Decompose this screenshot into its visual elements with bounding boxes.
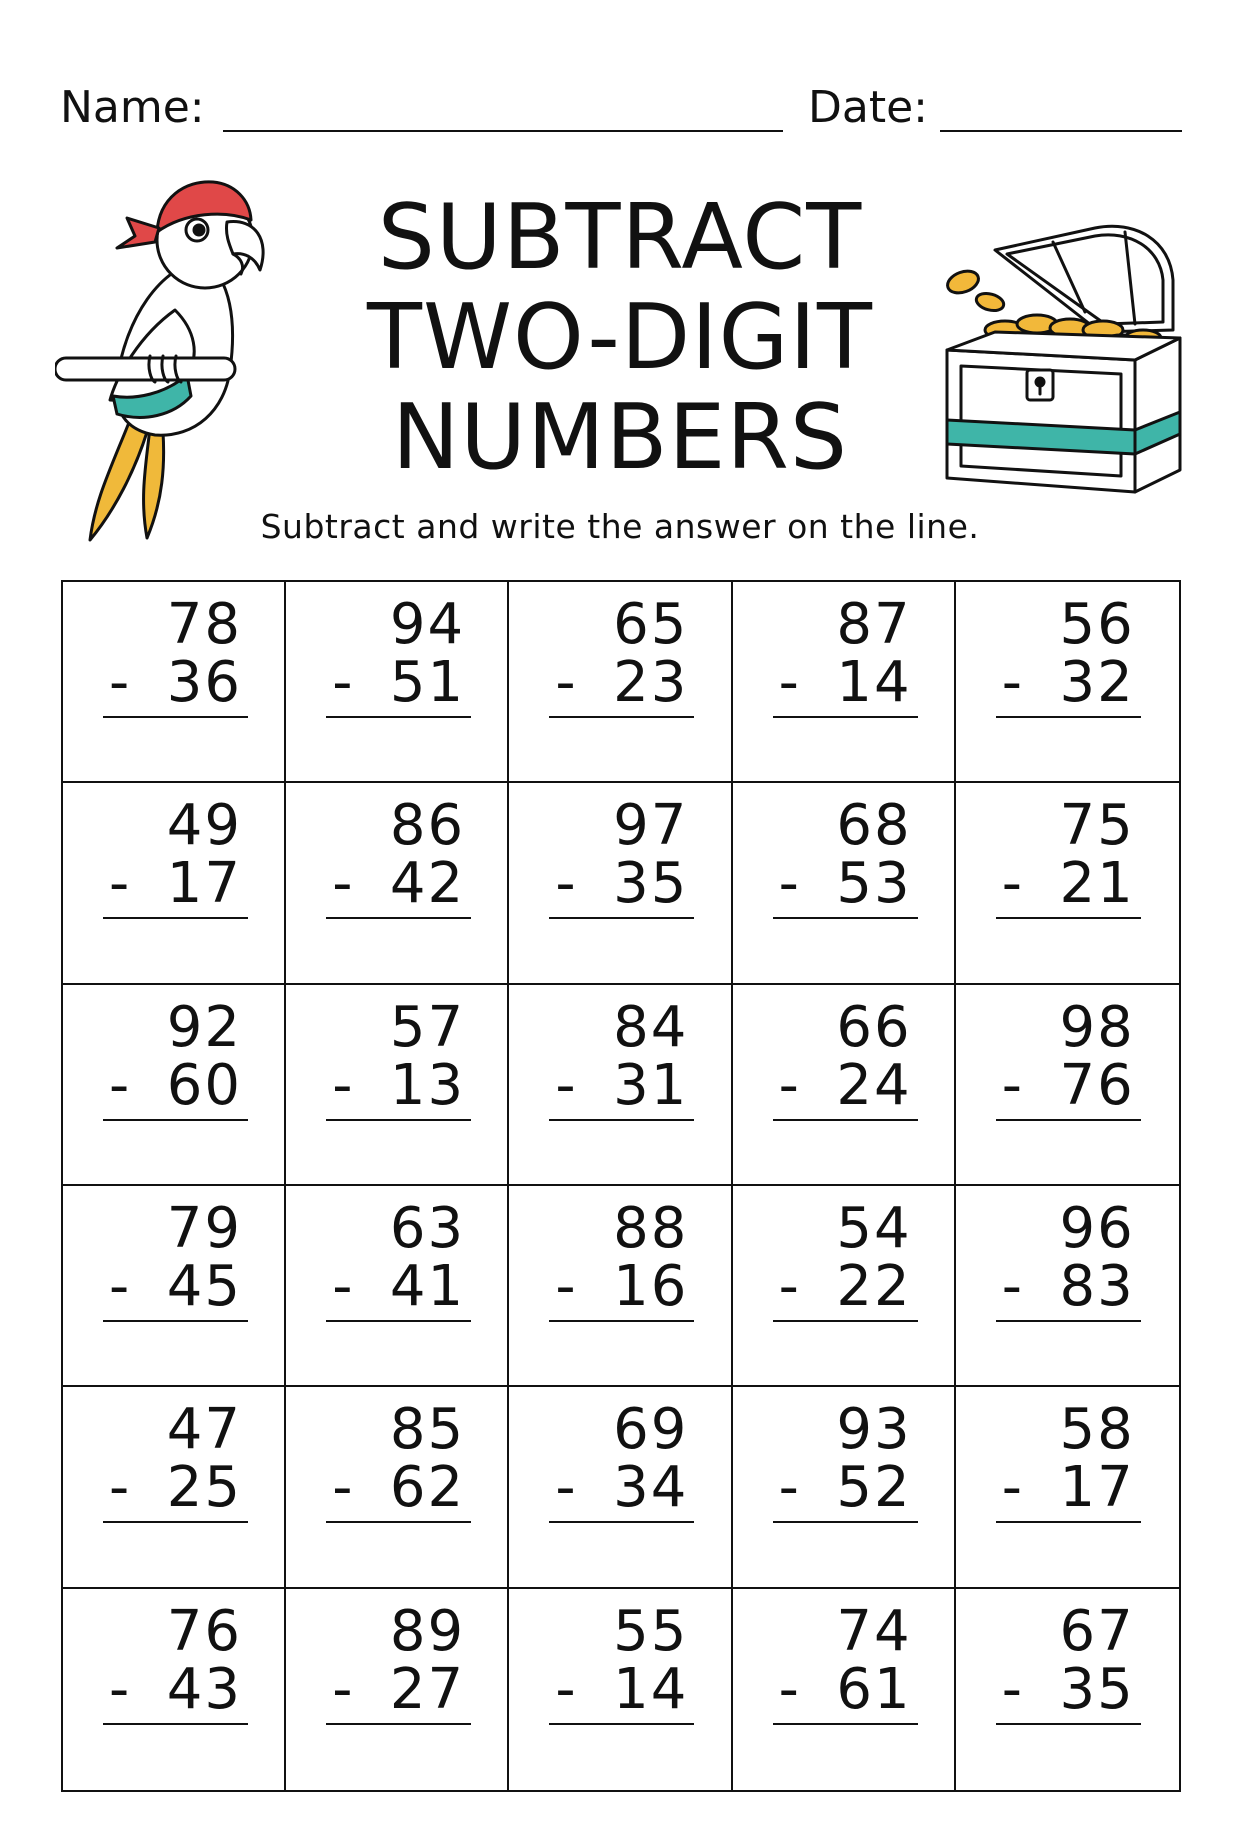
problem-cell	[956, 783, 1179, 984]
minuend: 74	[836, 1598, 912, 1664]
answer-line[interactable]	[996, 1723, 1141, 1725]
minuend: 98	[1059, 994, 1135, 1060]
subtraction-problem	[326, 1195, 471, 1322]
minus-sign: -	[332, 851, 355, 917]
subtrahend: 32	[1059, 650, 1135, 715]
minus-sign: -	[555, 1052, 578, 1118]
minus-sign: -	[109, 1253, 132, 1319]
subtraction-problem	[773, 592, 918, 718]
subtraction-problem	[549, 592, 694, 718]
minus-sign: -	[1001, 1656, 1025, 1722]
header-fields	[60, 78, 1182, 138]
minuend: 67	[1059, 1598, 1135, 1664]
subtraction-problem	[103, 1598, 248, 1725]
subtrahend: 16	[613, 1253, 689, 1319]
subtrahend-row	[549, 1656, 694, 1722]
minus-sign: -	[778, 1656, 801, 1722]
subtraction-problem	[549, 1195, 694, 1322]
problem-cell	[956, 985, 1179, 1186]
subtrahend-row	[996, 1656, 1141, 1722]
subtraction-problem	[103, 1195, 248, 1322]
minus-sign: -	[555, 851, 578, 917]
answer-line[interactable]	[996, 917, 1141, 919]
problem-cell	[509, 1589, 732, 1790]
minuend: 93	[836, 1397, 912, 1463]
subtrahend: 51	[389, 650, 466, 715]
subtrahend-row	[103, 1253, 248, 1319]
subtrahend: 45	[166, 1253, 242, 1319]
problem-cell	[733, 783, 956, 984]
answer-line[interactable]	[326, 1521, 471, 1523]
answer-line[interactable]	[326, 1723, 471, 1725]
title-line-3: NUMBERS	[391, 385, 849, 490]
title-line-1: SUBTRACT	[377, 185, 863, 290]
treasure-chest-icon	[935, 220, 1205, 510]
subtrahend: 35	[1059, 1656, 1135, 1722]
minus-sign: -	[1001, 1052, 1025, 1118]
answer-line[interactable]	[326, 716, 471, 718]
minus-sign: -	[778, 1253, 801, 1319]
subtrahend: 53	[836, 851, 912, 917]
minuend: 92	[166, 994, 242, 1060]
subtrahend-row	[326, 1253, 471, 1319]
problem-cell	[733, 985, 956, 1186]
subtrahend: 62	[389, 1455, 466, 1521]
subtrahend-row	[773, 851, 918, 917]
answer-line[interactable]	[103, 1723, 248, 1725]
subtraction-problem	[103, 793, 248, 919]
subtrahend: 17	[1059, 1455, 1135, 1521]
subtrahend-row	[549, 1455, 694, 1521]
subtrahend: 31	[613, 1052, 689, 1118]
minuend: 69	[613, 1397, 689, 1463]
problem-cell	[286, 783, 509, 984]
name-field[interactable]	[223, 130, 783, 132]
problem-cell	[733, 1589, 956, 1790]
problem-cell	[63, 1589, 286, 1790]
minuend: 79	[166, 1195, 242, 1261]
answer-line[interactable]	[996, 716, 1141, 718]
answer-line[interactable]	[103, 716, 248, 718]
problem-cell	[286, 1387, 509, 1588]
subtraction-problem	[103, 1397, 248, 1523]
subtraction-problem	[549, 1397, 694, 1523]
answer-line[interactable]	[773, 1320, 918, 1322]
minus-sign: -	[555, 1656, 578, 1722]
subtrahend-row	[103, 1455, 248, 1521]
problem-cell	[956, 1387, 1179, 1588]
subtraction-problem	[996, 592, 1141, 718]
subtrahend-row	[773, 1656, 918, 1722]
minuend: 89	[389, 1598, 466, 1664]
date-field[interactable]	[940, 130, 1182, 132]
subtrahend: 42	[389, 851, 466, 917]
problem-cell	[286, 1186, 509, 1387]
subtraction-problem	[773, 1598, 918, 1725]
subtraction-problem	[773, 1397, 918, 1523]
subtrahend: 36	[166, 650, 242, 715]
minuend: 47	[166, 1397, 242, 1463]
subtraction-problem	[773, 994, 918, 1121]
subtrahend-row	[103, 851, 248, 917]
answer-line[interactable]	[326, 1320, 471, 1322]
subtraction-problem	[326, 592, 471, 718]
minus-sign: -	[778, 1455, 801, 1521]
subtrahend-row	[996, 1455, 1141, 1521]
answer-line[interactable]	[549, 716, 694, 718]
subtrahend-row	[326, 1656, 471, 1722]
subtrahend: 76	[1059, 1052, 1135, 1118]
subtrahend-row	[773, 1455, 918, 1521]
subtraction-problem	[326, 1397, 471, 1523]
answer-line[interactable]	[773, 1521, 918, 1523]
minus-sign: -	[1001, 1253, 1025, 1319]
subtraction-problem	[549, 793, 694, 919]
subtrahend: 25	[166, 1455, 242, 1521]
problem-cell	[509, 1186, 732, 1387]
answer-line[interactable]	[773, 1723, 918, 1725]
parrot-icon	[55, 170, 285, 550]
date-label: Date:	[808, 82, 928, 133]
subtrahend-row	[549, 851, 694, 917]
minuend: 58	[1059, 1397, 1135, 1463]
subtraction-problem	[996, 994, 1141, 1121]
answer-line[interactable]	[103, 1119, 248, 1121]
minuend: 65	[613, 592, 689, 657]
subtraction-problem	[773, 793, 918, 919]
problem-cell	[733, 1387, 956, 1588]
subtrahend-row	[103, 1656, 248, 1722]
problem-cell	[509, 985, 732, 1186]
minuend: 56	[1059, 592, 1135, 657]
subtrahend: 27	[389, 1656, 466, 1722]
subtraction-problem	[103, 592, 248, 718]
subtraction-problem	[326, 1598, 471, 1725]
problem-cell	[63, 783, 286, 984]
answer-line[interactable]	[103, 917, 248, 919]
page-title	[320, 185, 920, 490]
minus-sign: -	[332, 1656, 355, 1722]
minus-sign: -	[555, 650, 578, 715]
problem-cell	[286, 1589, 509, 1790]
problem-cell	[509, 783, 732, 984]
minuend: 75	[1059, 793, 1135, 859]
subtrahend-row	[103, 650, 248, 715]
minus-sign: -	[332, 1253, 355, 1319]
minuend: 85	[389, 1397, 466, 1463]
answer-line[interactable]	[103, 1521, 248, 1523]
subtraction-problem	[996, 793, 1141, 919]
subtrahend-row	[996, 1253, 1141, 1319]
minuend: 84	[613, 994, 689, 1060]
problem-cell	[956, 582, 1179, 783]
problem-grid	[61, 580, 1181, 1792]
subtrahend-row	[996, 851, 1141, 917]
minuend: 76	[166, 1598, 242, 1664]
subtrahend-row	[773, 1253, 918, 1319]
answer-line[interactable]	[326, 917, 471, 919]
problem-cell	[63, 1186, 286, 1387]
minus-sign: -	[1001, 650, 1025, 715]
subtrahend: 24	[836, 1052, 912, 1118]
subtrahend: 41	[389, 1253, 466, 1319]
minus-sign: -	[109, 1656, 132, 1722]
subtrahend-row	[996, 1052, 1141, 1118]
subtrahend-row	[326, 1455, 471, 1521]
subtraction-problem	[326, 793, 471, 919]
minus-sign: -	[778, 650, 801, 715]
answer-line[interactable]	[326, 1119, 471, 1121]
subtrahend: 43	[166, 1656, 242, 1722]
subtrahend-row	[773, 1052, 918, 1118]
minuend: 88	[613, 1195, 689, 1261]
minuend: 86	[389, 793, 466, 859]
subtrahend-row	[326, 1052, 471, 1118]
subtrahend-row	[773, 650, 918, 715]
answer-line[interactable]	[996, 1320, 1141, 1322]
subtrahend-row	[326, 650, 471, 715]
minuend: 55	[613, 1598, 689, 1664]
subtrahend-row	[996, 650, 1141, 715]
subtrahend: 61	[836, 1656, 912, 1722]
subtrahend: 34	[613, 1455, 689, 1521]
minus-sign: -	[778, 1052, 801, 1118]
problem-cell	[956, 1186, 1179, 1387]
subtraction-problem	[996, 1598, 1141, 1725]
answer-line[interactable]	[773, 1119, 918, 1121]
subtraction-problem	[996, 1195, 1141, 1322]
minuend: 66	[836, 994, 912, 1060]
answer-line[interactable]	[103, 1320, 248, 1322]
answer-line[interactable]	[996, 1119, 1141, 1121]
subtrahend: 13	[389, 1052, 466, 1118]
minus-sign: -	[1001, 851, 1025, 917]
subtrahend: 17	[166, 851, 242, 917]
minus-sign: -	[778, 851, 801, 917]
problem-cell	[733, 1186, 956, 1387]
minuend: 94	[389, 592, 466, 657]
minuend: 49	[166, 793, 242, 859]
subtrahend: 21	[1059, 851, 1135, 917]
minuend: 97	[613, 793, 689, 859]
subtraction-problem	[326, 994, 471, 1121]
subtrahend: 52	[836, 1455, 912, 1521]
problem-cell	[63, 582, 286, 783]
problem-cell	[956, 1589, 1179, 1790]
subtrahend-row	[103, 1052, 248, 1118]
subtrahend-row	[549, 650, 694, 715]
minuend: 96	[1059, 1195, 1135, 1261]
name-label: Name:	[60, 82, 205, 133]
minus-sign: -	[109, 851, 132, 917]
answer-line[interactable]	[549, 1119, 694, 1121]
minus-sign: -	[332, 1052, 355, 1118]
problem-cell	[286, 985, 509, 1186]
minuend: 63	[389, 1195, 466, 1261]
minuend: 54	[836, 1195, 912, 1261]
subtrahend-row	[549, 1253, 694, 1319]
problem-cell	[509, 582, 732, 783]
subtraction-problem	[549, 1598, 694, 1725]
answer-line[interactable]	[773, 917, 918, 919]
subtraction-problem	[996, 1397, 1141, 1523]
subtrahend-row	[326, 851, 471, 917]
minus-sign: -	[109, 1455, 132, 1521]
subtrahend: 14	[613, 1656, 689, 1722]
subtrahend: 14	[836, 650, 912, 715]
answer-line[interactable]	[549, 917, 694, 919]
answer-line[interactable]	[549, 1723, 694, 1725]
subtraction-problem	[549, 994, 694, 1121]
problem-cell	[509, 1387, 732, 1588]
minuend: 68	[836, 793, 912, 859]
problem-cell	[63, 1387, 286, 1588]
problem-cell	[286, 582, 509, 783]
minus-sign: -	[332, 1455, 355, 1521]
problem-cell	[63, 985, 286, 1186]
answer-line[interactable]	[549, 1320, 694, 1322]
minuend: 87	[836, 592, 912, 657]
subtraction-problem	[773, 1195, 918, 1322]
subtrahend: 23	[613, 650, 689, 715]
subtraction-problem	[103, 994, 248, 1121]
minus-sign: -	[1001, 1455, 1025, 1521]
minuend: 78	[166, 592, 242, 657]
minus-sign: -	[109, 650, 132, 715]
instruction-text: Subtract and write the answer on the line.	[260, 507, 980, 546]
minuend: 57	[389, 994, 466, 1060]
subtrahend-row	[549, 1052, 694, 1118]
minus-sign: -	[332, 650, 355, 715]
subtrahend: 35	[613, 851, 689, 917]
subtrahend: 60	[166, 1052, 242, 1118]
minus-sign: -	[555, 1455, 578, 1521]
subtrahend: 83	[1059, 1253, 1135, 1319]
problem-cell	[733, 582, 956, 783]
answer-line[interactable]	[773, 716, 918, 718]
minus-sign: -	[109, 1052, 132, 1118]
answer-line[interactable]	[996, 1521, 1141, 1523]
subtrahend: 22	[836, 1253, 912, 1319]
title-line-2: TWO-DIGIT	[367, 285, 873, 390]
answer-line[interactable]	[549, 1521, 694, 1523]
minus-sign: -	[555, 1253, 578, 1319]
